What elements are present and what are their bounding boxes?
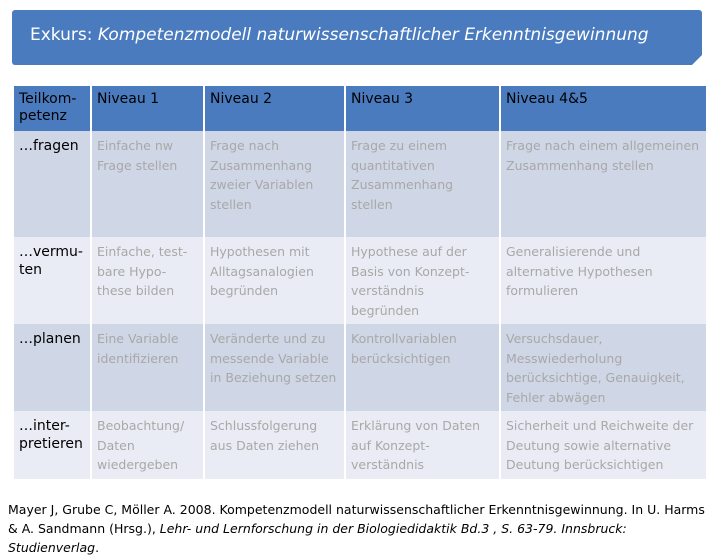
table-cell: Generalisierende und alternative Hypothesen formulieren [500, 237, 706, 324]
table-cell: Erklärung von Daten auf Konzept- verständnis [345, 411, 500, 479]
row-label-planen: …planen [14, 324, 91, 411]
header-niveau-1: Niveau 1 [91, 86, 204, 131]
table-cell: Veränderte und zu messende Variable in Beziehung setzen [204, 324, 345, 411]
table-cell: Einfache nw Frage stellen [91, 131, 204, 237]
table-row [14, 237, 706, 324]
competence-table [14, 86, 706, 479]
row-label-vermuten: …vermu- ten [14, 237, 91, 324]
table-cell: Frage nach einem allgemeinen Zusammenhang stellen [500, 131, 706, 237]
table-cell: Schlussfolgerung aus Daten ziehen [204, 411, 345, 479]
table-cell: Frage zu einem quantitativen Zusammenhang stellen [345, 131, 500, 237]
header-niveau-4-5: Niveau 4&5 [500, 86, 706, 131]
row-label-fragen: …fragen [14, 131, 91, 237]
title-banner [12, 10, 702, 65]
table-cell: Beobachtung/ Daten wiedergeben [91, 411, 204, 479]
table-cell: Hypothese auf der Basis von Konzept- verständnis begründen [345, 237, 500, 324]
header-niveau-3: Niveau 3 [345, 86, 500, 131]
citation-end: . [95, 540, 100, 555]
table-cell: Sicherheit und Reichweite der Deutung sowie alternative Deutung berücksichtigen [500, 411, 706, 479]
table-cell: Einfache, test- bare Hypo- these bilden [91, 237, 204, 324]
header-teilkompetenz: Teilkom- petenz [14, 86, 91, 131]
header-niveau-2: Niveau 2 [204, 86, 345, 131]
page-title [30, 25, 649, 45]
table-row [14, 131, 706, 237]
title-prefix: Exkurs: [30, 25, 98, 45]
banner-corner-fold [691, 54, 703, 66]
table-cell: Kontrollvariablen berücksichtigen [345, 324, 500, 411]
table-header-row [14, 86, 706, 131]
table-row [14, 411, 706, 479]
citation-authors: Mayer J, Grube C, Möller A. 2008. Kompetenzmodell naturwissenschaftlicher Erkenntnisgewinnung. In U. Harms & A. Sandmann (Hrsg.), [8, 502, 705, 536]
row-label-interpretieren: …inter- pretieren [14, 411, 91, 479]
table-cell: Eine Variable identifizieren [91, 324, 204, 411]
citation [8, 500, 718, 557]
table-cell: Frage nach Zusammenhang zweier Variablen stellen [204, 131, 345, 237]
citation-source: Lehr- und Lernforschung in der Biologiedidaktik Bd.3 , S. 63-79. Innsbruck: Studienverlag [8, 521, 627, 555]
table-row [14, 324, 706, 411]
table-cell: Versuchsdauer, Messwiederholung berücksichtige, Genauigkeit, Fehler abwägen [500, 324, 706, 411]
title-main: Kompetenzmodell naturwissenschaftlicher Erkenntnisgewinnung [97, 25, 649, 45]
table-cell: Hypothesen mit Alltagsanalogien begründen [204, 237, 345, 324]
